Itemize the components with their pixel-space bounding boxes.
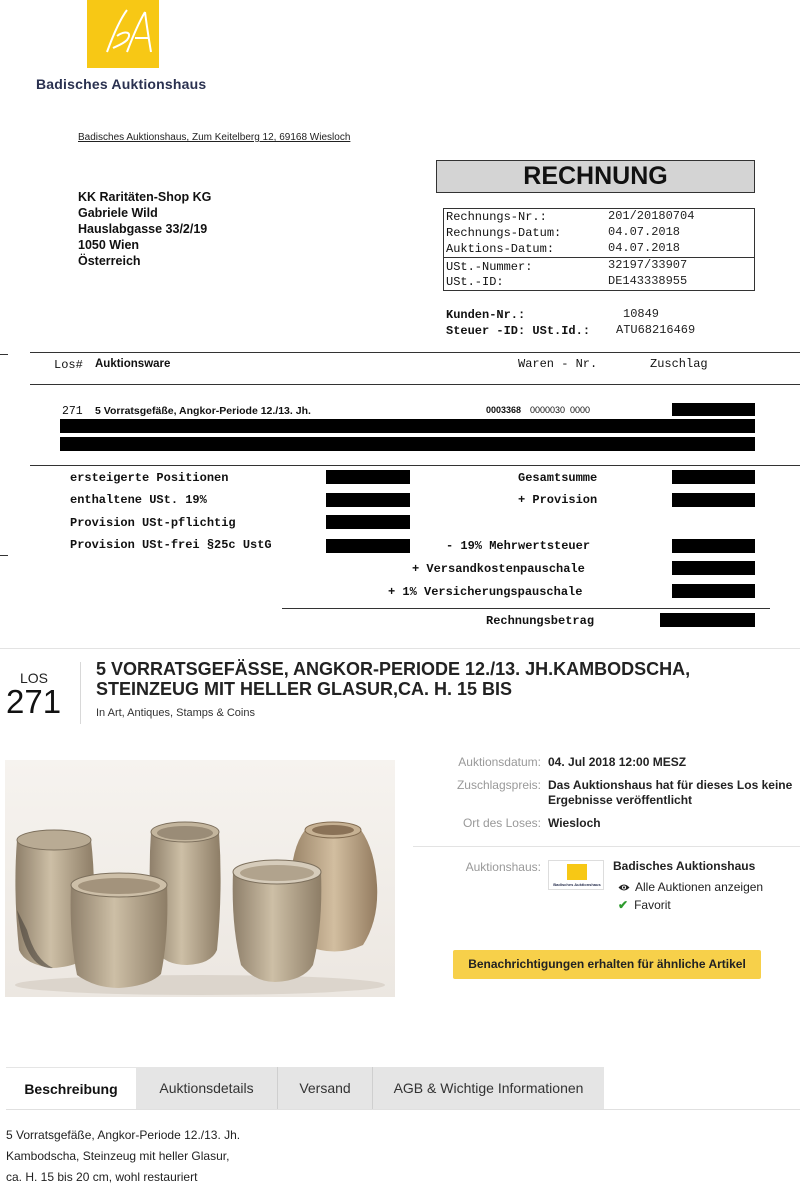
vat-id-value: DE143338955 xyxy=(608,274,688,288)
logo-mark-icon xyxy=(567,864,587,880)
vat-number-value: 32197/33907 xyxy=(608,258,688,272)
brand-logo xyxy=(87,0,159,68)
col-header-zuschlag: Zuschlag xyxy=(650,357,708,371)
table-bottom-rule xyxy=(30,465,800,466)
recipient-country: Österreich xyxy=(78,254,141,268)
customer-number-value: 10849 xyxy=(623,307,660,321)
item-description: 5 Vorratsgefäße, Angkor-Periode 12./13. Jh. xyxy=(95,405,311,417)
tax-id-label: Steuer -ID: USt.Id.: xyxy=(446,324,591,338)
table-header-rule xyxy=(30,384,800,385)
favorit-link[interactable] xyxy=(618,898,671,912)
description-line: Kambodscha, Steinzeug mit heller Glasur, xyxy=(6,1149,230,1163)
invoice-info-divider xyxy=(443,257,755,258)
summary-enthaltene-ust: enthaltene USt. 19% xyxy=(70,493,207,507)
los-divider xyxy=(80,662,81,724)
auktionsdatum-label: Auktionsdatum: xyxy=(458,755,541,769)
summary-provision-pflichtig: Provision USt-pflichtig xyxy=(70,516,236,530)
redacted-zuschlag xyxy=(672,403,755,416)
brand-name: Badisches Auktionshaus xyxy=(36,76,207,92)
summary-provision: + Provision xyxy=(518,493,598,507)
redacted-line xyxy=(60,419,755,433)
redacted-value xyxy=(672,470,755,484)
recipient-person: Gabriele Wild xyxy=(78,206,158,220)
total-rule xyxy=(282,608,770,609)
recipient-street: Hauslabgasse 33/2/19 xyxy=(78,222,208,236)
zuschlagspreis-value: Das Auktionshaus hat für dieses Los keine Ergebnisse veröffentlicht xyxy=(548,778,793,807)
margin-tick xyxy=(0,354,8,355)
tabs-underline xyxy=(6,1109,800,1110)
redacted-total xyxy=(660,613,755,627)
description-text xyxy=(6,1125,240,1188)
auktionshaus-label: Auktionshaus: xyxy=(465,860,541,874)
redacted-value xyxy=(672,561,755,575)
tab-agb[interactable]: AGB & Wichtige Informationen xyxy=(393,1080,584,1096)
invoice-title: RECHNUNG xyxy=(436,160,755,193)
los-number: 271 xyxy=(6,683,62,720)
eye-icon xyxy=(618,883,630,892)
redacted-line xyxy=(60,437,755,451)
invoice-number-label: Rechnungs-Nr.: xyxy=(446,210,547,224)
redacted-value xyxy=(326,515,410,529)
redacted-value xyxy=(672,539,755,553)
col-header-los: Los# xyxy=(54,358,83,372)
redacted-value xyxy=(326,539,410,553)
col-header-ware: Auktionsware xyxy=(95,358,171,370)
ort-value: Wiesloch xyxy=(548,816,601,830)
notify-similar-button[interactable]: Benachrichtigungen erhalten für ähnliche Artikel xyxy=(453,950,761,979)
redacted-value xyxy=(326,493,410,507)
recipient-address xyxy=(78,189,211,269)
alle-auktionen-link[interactable] xyxy=(618,880,763,894)
tax-id-value: ATU68216469 xyxy=(616,323,696,337)
tab-versand[interactable]: Versand xyxy=(299,1080,351,1096)
lot-photo[interactable] xyxy=(5,760,395,997)
redacted-value xyxy=(672,493,755,507)
auktionshaus-logo-text: Badisches Auktionshaus xyxy=(553,882,601,887)
item-nr-main: 0003368 xyxy=(486,405,522,415)
vat-number-label: USt.-Nummer: xyxy=(446,260,533,274)
summary-rechnungsbetrag: Rechnungsbetrag xyxy=(486,614,595,628)
margin-tick xyxy=(0,555,8,556)
section-divider xyxy=(0,648,800,649)
tab-auktionsdetails[interactable]: Auktionsdetails xyxy=(159,1080,254,1096)
redacted-value xyxy=(672,584,755,598)
item-los: 271 xyxy=(62,405,83,418)
check-icon: ✔ xyxy=(618,898,629,912)
summary-ersteigerte: ersteigerte Positionen xyxy=(70,471,229,485)
favorit-label: Favorit xyxy=(634,898,671,912)
zuschlagspreis-label: Zuschlagspreis: xyxy=(456,778,541,792)
summary-mwst: - 19% Mehrwertsteuer xyxy=(446,539,591,553)
recipient-company: KK Raritäten-Shop KG xyxy=(78,190,212,204)
summary-versand: + Versandkostenpauschale xyxy=(412,562,585,576)
auction-date-value: 04.07.2018 xyxy=(608,241,681,255)
item-nr-rest: 0000030 0000 xyxy=(530,405,591,415)
description-line: 5 Vorratsgefäße, Angkor-Periode 12./13. Jh. xyxy=(6,1128,241,1142)
auktionshaus-logo[interactable] xyxy=(548,860,604,890)
alle-auktionen-label: Alle Auktionen anzeigen xyxy=(635,880,764,894)
description-line: ca. H. 15 bis 20 cm, wohl restauriert xyxy=(6,1170,198,1184)
auktionshaus-name[interactable]: Badisches Auktionshaus xyxy=(613,859,756,873)
tab-beschreibung[interactable]: Beschreibung xyxy=(6,1067,136,1110)
lot-title: 5 VORRATSGEFÄSSE, ANGKOR-PERIODE 12./13. JH.KAMBODSCHA, STEINZEUG MIT HELLER GLASUR,CA. H. 15 BIS xyxy=(96,659,691,699)
recipient-city: 1050 Wien xyxy=(78,238,140,252)
auction-date-label: Auktions-Datum: xyxy=(446,242,555,256)
col-header-nr: Waren - Nr. xyxy=(518,357,598,371)
invoice-date-value: 04.07.2018 xyxy=(608,225,681,239)
los-label: LOS xyxy=(20,670,49,686)
sender-address-line: Badisches Auktionshaus, Zum Keitelberg 12, 69168 Wiesloch xyxy=(78,132,351,143)
redacted-value xyxy=(326,470,410,484)
logo-initials-icon xyxy=(87,0,159,68)
summary-versicherung: + 1% Versicherungspauschale xyxy=(388,585,583,599)
ort-label: Ort des Loses: xyxy=(462,816,541,830)
summary-provision-frei: Provision USt-frei §25c UstG xyxy=(70,538,272,552)
auktionsdatum-value: 04. Jul 2018 12:00 MESZ xyxy=(548,755,687,769)
vat-id-label: USt.-ID: xyxy=(446,275,504,289)
summary-gesamtsumme: Gesamtsumme xyxy=(518,471,598,485)
lot-category[interactable]: In Art, Antiques, Stamps & Coins xyxy=(96,707,255,719)
invoice-date-label: Rechnungs-Datum: xyxy=(446,226,562,240)
table-top-rule xyxy=(30,352,800,353)
details-divider xyxy=(413,846,800,847)
invoice-number-value: 201/20180704 xyxy=(608,209,695,223)
customer-number-label: Kunden-Nr.: xyxy=(446,308,526,322)
